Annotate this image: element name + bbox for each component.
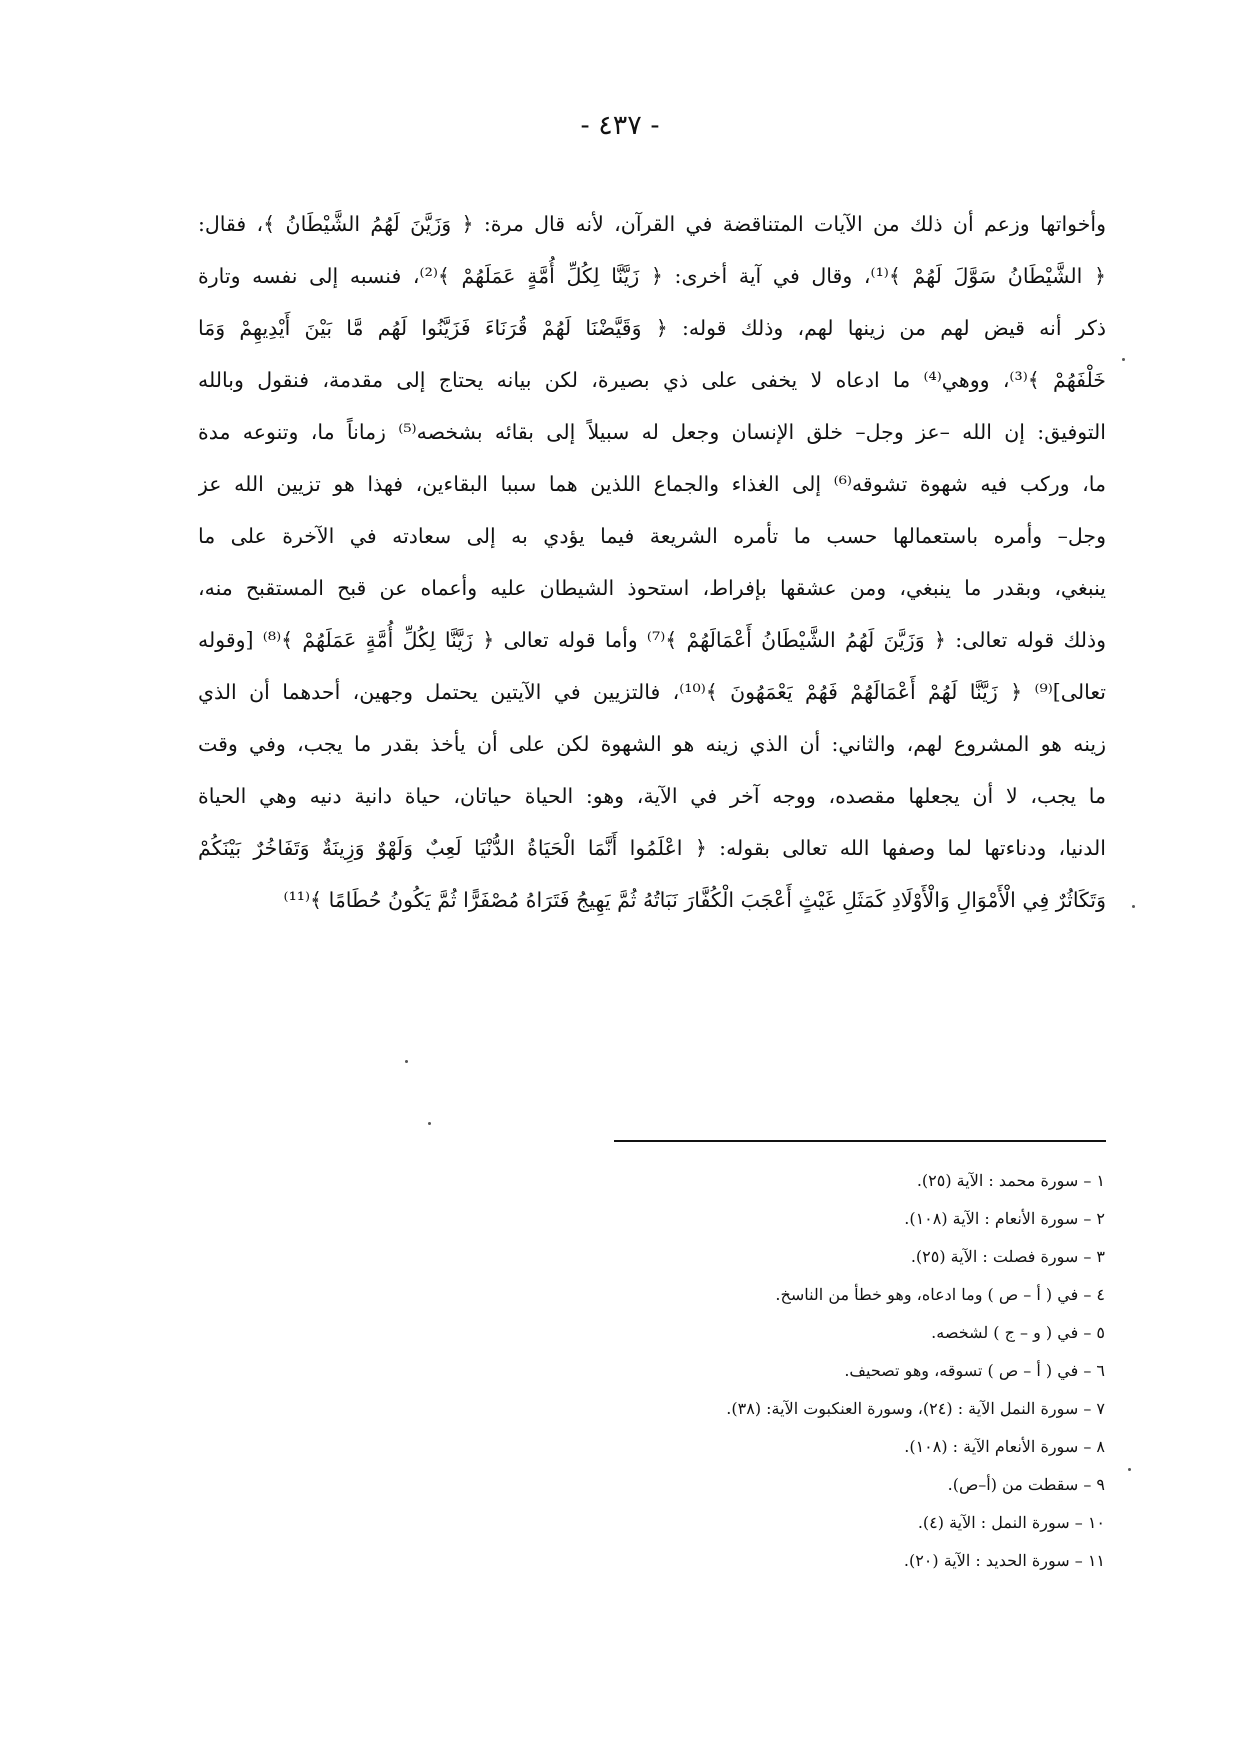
footnote: ١١ – سورة الحديد : الآية (٢٠). [903,1551,1105,1570]
page-number: - ٤٣٧ - [580,110,660,141]
footnote: ٥ – في ( و – ج ) لشخصه. [931,1323,1105,1342]
footnote: ١ – سورة محمد : الآية (٢٥). [916,1171,1105,1190]
footnote: ٣ – سورة فصلت : الآية (٢٥). [910,1247,1105,1266]
body-line: وَتَكَاثُرٌ فِي الْأَمْوَالِ وَالْأَوْلَادِ كَمَثَلِ غَيْثٍ أَعْجَبَ الْكُفَّارَ نَبَاتُهُ ثُمَّ يَهِيجُ فَتَرَاهُ مُصْفَرًّا ثُمَّ يَكُونُ حُطَامًا ﴾⁽¹¹⁾ [283,888,1106,912]
footnote: ٦ – في ( أ – ص ) تسوقه، وهو تصحيف. [844,1361,1105,1380]
body-line: وأخواتها وزعم أن ذلك من الآيات المتناقضة في القرآن، لأنه قال مرة: ﴿ وَزَيَّنَ لَهُمُ الشَّيْطَانُ ﴾، فقال: [198,212,1106,236]
body-line: وذلك قوله تعالى: ﴿ وَزَيَّنَ لَهُمُ الشَّيْطَانُ أَعْمَالَهُمْ ﴾⁽⁷⁾ وأما قوله تعالى ﴿ زَيَّنَّا لِكُلِّ أُمَّةٍ عَمَلَهُمْ ﴾⁽⁸⁾ [وقوله [198,628,1106,652]
scan-speck [428,1122,431,1125]
footnote: ٩ – سقطت من (أ–ص). [947,1475,1105,1494]
body-text [198,198,1106,926]
footnote: ٧ – سورة النمل الآية : (٢٤)، وسورة العنكبوت الآية: (٣٨). [726,1399,1105,1418]
body-line: ينبغي، وبقدر ما ينبغي، ومن عشقها بإفراط، استحوذ الشيطان عليه وأعماه عن قبح المستقبح منه، [198,576,1106,600]
footnote-separator [614,1140,1106,1142]
body-line: خَلْفَهُمْ ﴾⁽³⁾، ووهي⁽⁴⁾ ما ادعاه لا يخفى على ذي بصيرة، لكن بيانه يحتاج إلى مقدمة، فنقول وبالله [198,368,1106,392]
body-line: تعالى]⁽⁹⁾ ﴿ زَيَّنَّا لَهُمْ أَعْمَالَهُمْ فَهُمْ يَعْمَهُونَ ﴾⁽¹⁰⁾، فالتزيين في الآيتين يحتمل وجهين، أحدهما أن الذي [198,680,1106,704]
scan-speck [1132,905,1135,908]
footnote: ١٠ – سورة النمل : الآية (٤). [917,1513,1105,1532]
footnote: ٤ – في ( أ – ص ) وما ادعاه، وهو خطأ من الناسخ. [775,1285,1105,1304]
footnote: ٨ – سورة الأنعام الآية : (١٠٨). [904,1437,1105,1456]
body-line: وجل– وأمره باستعمالها حسب ما تأمره الشريعة فيما يؤدي به إلى سعادته في الآخرة على ما [198,524,1106,548]
body-line: الدنيا، ودناءتها لما وصفها الله تعالى بقوله: ﴿ اعْلَمُوا أَنَّمَا الْحَيَاةُ الدُّنْيَا لَعِبٌ وَلَهْوٌ وَزِينَةٌ وَتَفَاخُرٌ بَيْنَكُمْ [198,836,1106,860]
body-line: ﴿ الشَّيْطَانُ سَوَّلَ لَهُمْ ﴾⁽¹⁾، وقال في آية أخرى: ﴿ زَيَّنَّا لِكُلِّ أُمَّةٍ عَمَلَهُمْ ﴾⁽²⁾، فنسبه إلى نفسه وتارة [198,264,1106,288]
body-line: زينه هو المشروع لهم، والثاني: أن الذي زينه هو الشهوة لكن على أن يأخذ بقدر ما يجب، وفي وقت [198,732,1106,756]
scan-speck [1122,358,1125,361]
body-line: التوفيق: إن الله –عز وجل– خلق الإنسان وجعل له سبيلاً إلى بقائه بشخصه⁽⁵⁾ زماناً ما، وتنوعه مدة [198,420,1106,444]
scan-speck [1128,1468,1131,1471]
body-line: ما يجب، لا أن يجعلها مقصده، ووجه آخر في الآية، وهو: الحياة حياتان، حياة دانية دنيه وهي الحياة [198,784,1106,808]
body-line: ذكر أنه قيض لهم من زينها لهم، وذلك قوله: ﴿ وَقَيَّضْنَا لَهُمْ قُرَنَاءَ فَزَيَّنُوا لَهُم مَّا بَيْنَ أَيْدِيهِمْ وَمَا [198,316,1106,340]
scan-speck [405,1060,408,1063]
body-line: ما، وركب فيه شهوة تشوقه⁽⁶⁾ إلى الغذاء والجماع اللذين هما سببا البقاءين، فهذا هو تزيين الله عز [198,472,1106,496]
footnotes-list [560,1162,1105,1580]
footnote: ٢ – سورة الأنعام : الآية (١٠٨). [904,1209,1105,1228]
